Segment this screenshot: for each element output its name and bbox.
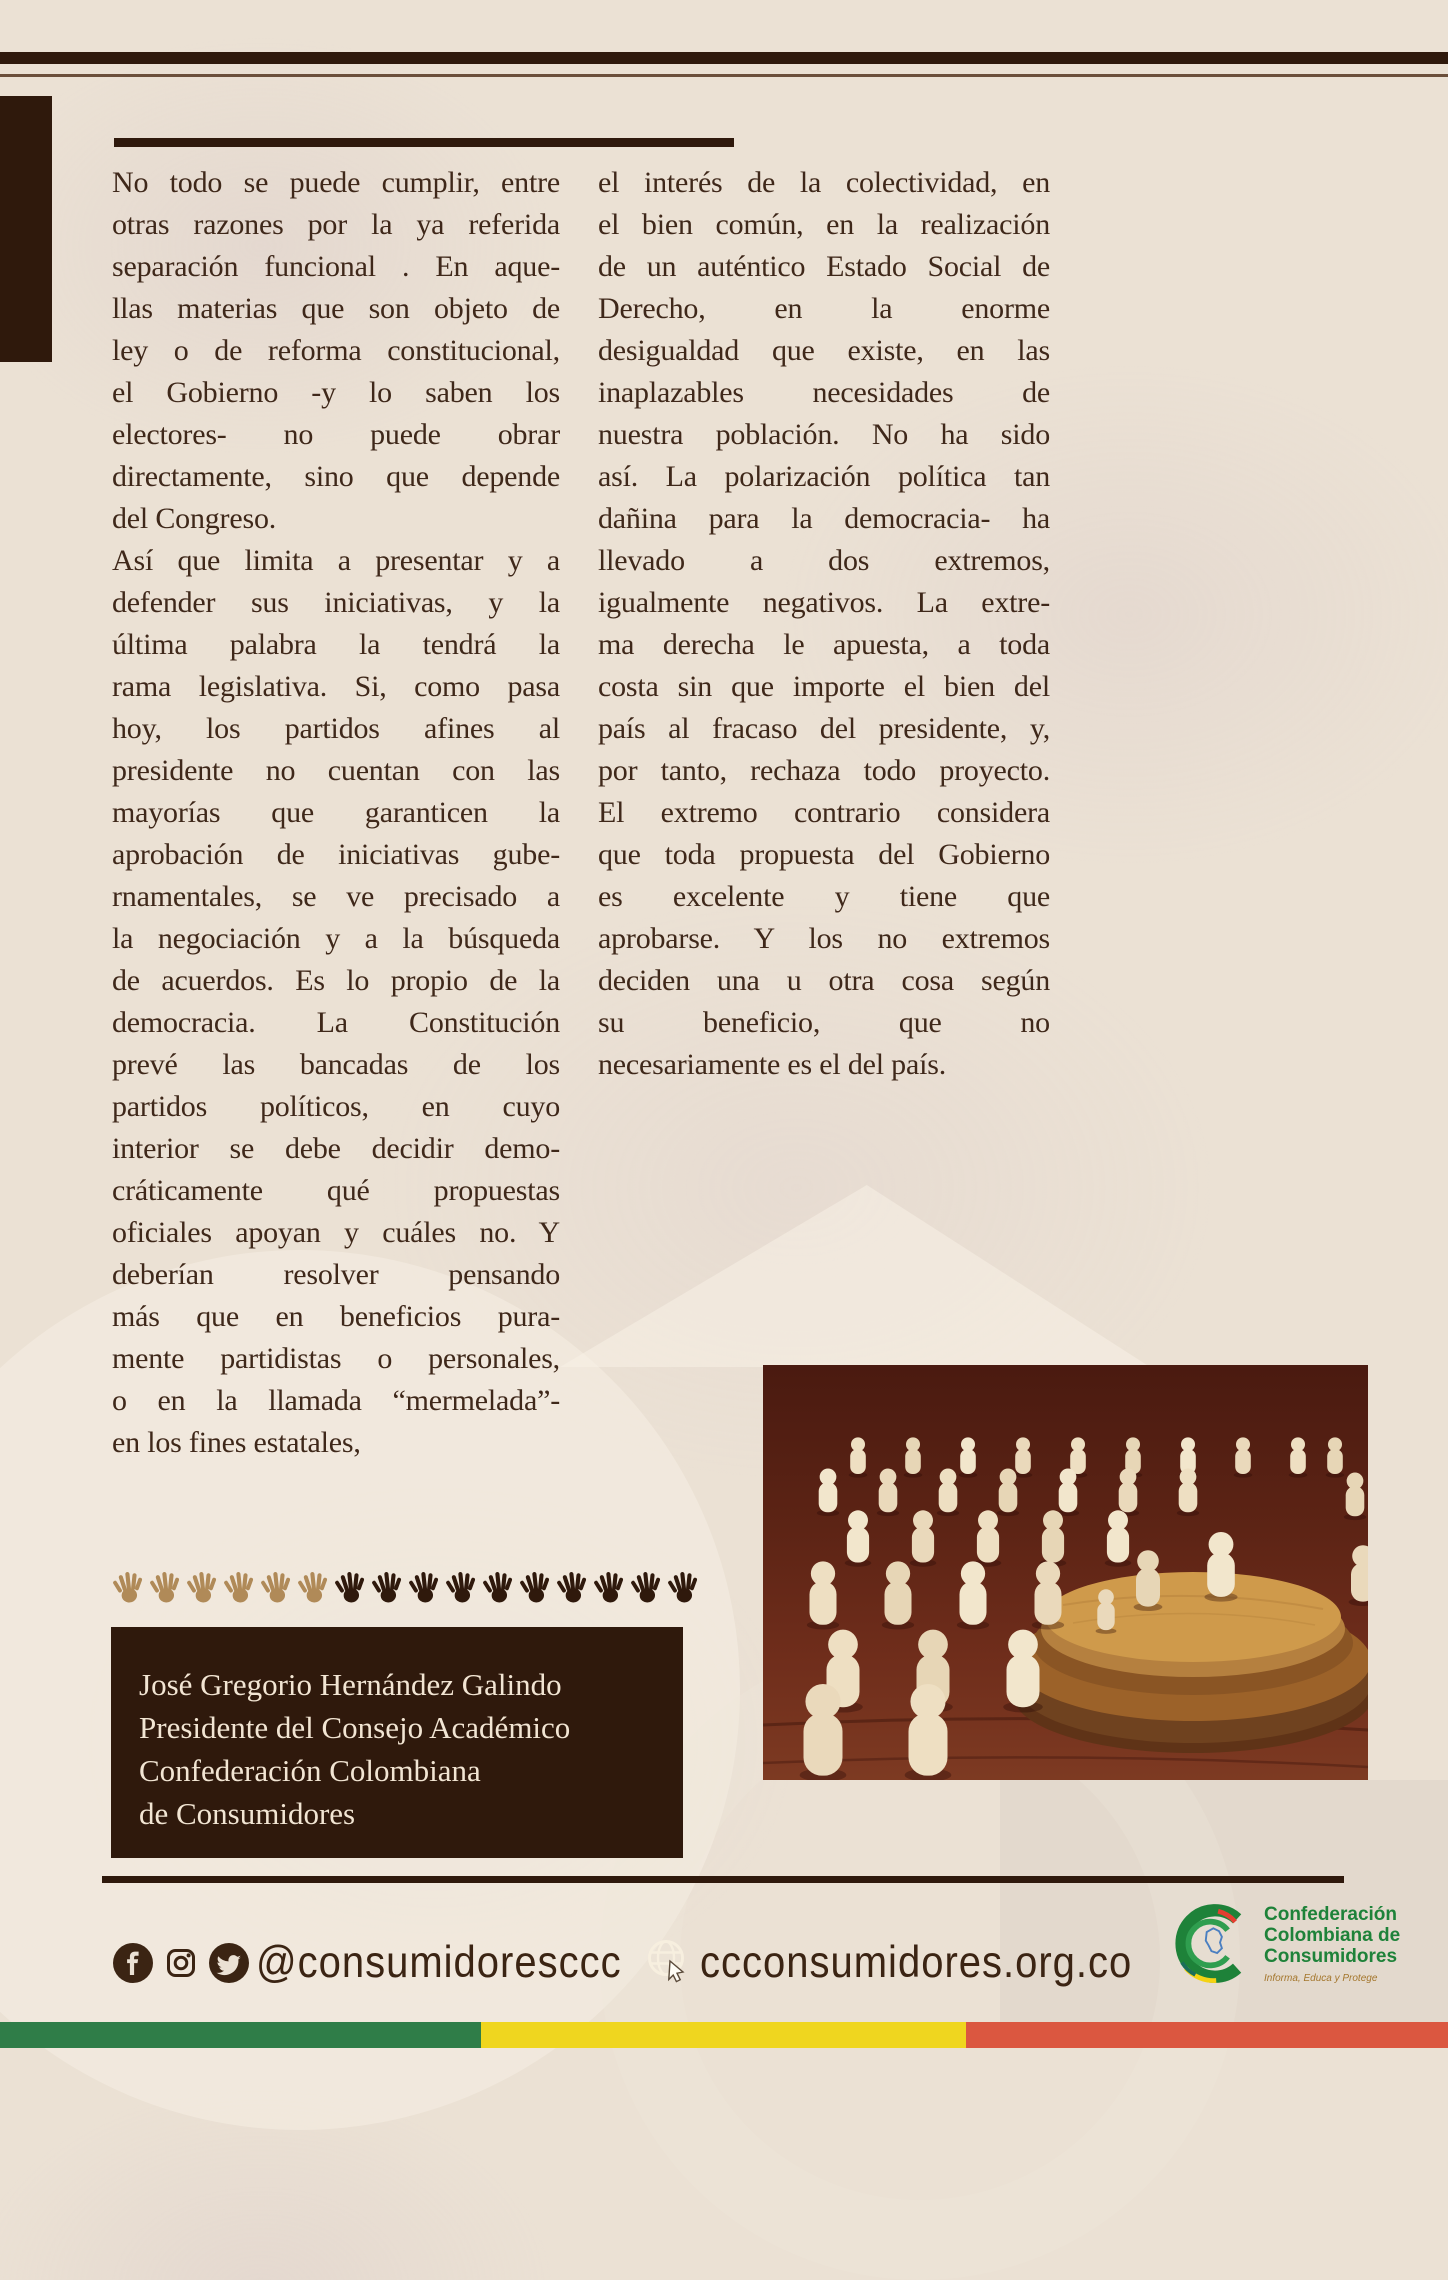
stripe-yellow <box>481 2022 966 2048</box>
logo-text <box>1264 1896 1400 1991</box>
text-line: otras razones por la ya referida <box>112 208 560 241</box>
text-line: hoy, los partidos afines al <box>112 712 560 745</box>
text-line: dañina para la democracia- ha <box>598 502 1050 535</box>
text-line: de acuerdos. Es lo propio de la <box>112 964 560 997</box>
logo-name-line: Confederación <box>1264 1904 1398 1925</box>
text-line: que toda propuesta del Gobierno <box>598 838 1050 871</box>
text-line: inaplazables necesidades de <box>598 376 1050 409</box>
logo-tagline: Informa, Educa y Protege <box>1264 1973 1378 1984</box>
text-line: José Gregorio Hernández Galindo <box>139 1667 562 1702</box>
text-line: del Congreso. <box>112 502 277 535</box>
text-line: presidente no cuentan con las <box>112 754 560 787</box>
instagram-icon[interactable] <box>160 1942 202 1984</box>
text-line: igualmente negativos. La extre- <box>598 586 1050 619</box>
text-line: Confederación Colombiana <box>139 1753 481 1788</box>
text-line: separación funcional . En aque- <box>112 250 560 283</box>
stripe-green <box>0 2022 481 2048</box>
text-line: cráticamente qué propuestas <box>112 1174 560 1207</box>
text-line: su beneficio, que no <box>598 1006 1050 1039</box>
podium <box>1013 1572 1368 1753</box>
peg-figures-photo <box>763 1365 1368 1780</box>
text-line: partidos políticos, en cuyo <box>112 1090 560 1123</box>
social-handle[interactable]: @consumidoresccc <box>256 1938 622 1988</box>
text-line: o en la llamada “mermelada”- <box>112 1384 560 1417</box>
handprint-icon <box>518 1569 551 1606</box>
text-line: No todo se puede cumplir, entre <box>112 166 560 199</box>
text-line: rama legislativa. Si, como pasa <box>112 670 560 703</box>
text-line: país al fracaso del presidente, y, <box>598 712 1050 745</box>
handprint-icon <box>222 1569 255 1606</box>
text-line: Presidente del Consejo Académico <box>139 1710 571 1745</box>
handprint-icon <box>666 1569 699 1606</box>
text-line: interior se debe decidir demo- <box>112 1132 560 1165</box>
text-line: aprobación de iniciativas gube- <box>112 838 560 871</box>
text-line: desigualdad que existe, en las <box>598 334 1050 367</box>
twitter-icon[interactable] <box>208 1942 250 1984</box>
handprint-icon <box>481 1569 514 1606</box>
handprints-divider <box>113 1570 698 1604</box>
globe-cursor-icon <box>641 1933 693 1985</box>
top-thin-rule <box>0 74 1448 77</box>
text-line: directamente, sino que depende <box>112 460 560 493</box>
text-line: ley o de reforma constitucional, <box>112 334 560 367</box>
website-url[interactable]: ccconsumidores.org.co <box>700 1938 1133 1988</box>
text-line: la negociación y a la búsqueda <box>112 922 560 955</box>
organization-logo <box>1163 1896 1400 1991</box>
text-line: en los fines estatales, <box>112 1426 361 1459</box>
text-line: Derecho, en la enorme <box>598 292 1050 325</box>
text-line: de un auténtico Estado Social de <box>598 250 1050 283</box>
text-line: ma derecha le apuesta, a toda <box>598 628 1050 661</box>
text-line: deciden una u otra cosa según <box>598 964 1050 997</box>
text-line: última palabra la tendrá la <box>112 628 560 661</box>
handprint-icon <box>629 1569 662 1606</box>
peg-figures-photo-svg <box>763 1365 1368 1780</box>
text-line: mente partidistas o personales, <box>112 1342 560 1375</box>
text-line: deberían resolver pensando <box>112 1258 560 1291</box>
handprint-icon <box>407 1569 440 1606</box>
stripe-red <box>966 2022 1448 2048</box>
handprint-icon <box>370 1569 403 1606</box>
handprint-icon <box>592 1569 625 1606</box>
top-thick-rule <box>0 52 1448 64</box>
text-line: oficiales apoyan y cuáles no. Y <box>112 1216 560 1249</box>
facebook-icon[interactable] <box>112 1942 154 1984</box>
text-line: Así que limita a presentar y a <box>112 544 560 577</box>
handprint-icon <box>333 1569 366 1606</box>
handprint-icon <box>296 1569 329 1606</box>
handprint-icon <box>555 1569 588 1606</box>
paper-facet <box>560 1185 1150 1367</box>
handprint-icon <box>259 1569 292 1606</box>
text-line: así. La polarización política tan <box>598 460 1050 493</box>
text-line: más que en beneficios pura- <box>112 1300 560 1333</box>
text-line: llevado a dos extremos, <box>598 544 1050 577</box>
article-right-column <box>598 162 1050 1086</box>
left-edge-bar <box>0 96 52 362</box>
text-line: de Consumidores <box>139 1796 356 1831</box>
text-line: nuestra población. No ha sido <box>598 418 1050 451</box>
author-attribution-box <box>111 1627 683 1858</box>
text-line: El extremo contrario considera <box>598 796 1050 829</box>
text-line: el interés de la colectividad, en <box>598 166 1050 199</box>
footer-rule <box>102 1876 1344 1883</box>
bottom-color-stripes <box>0 2022 1448 2048</box>
text-line: costa sin que importe el bien del <box>598 670 1050 703</box>
logo-c-icon <box>1163 1896 1258 1991</box>
handprint-icon <box>185 1569 218 1606</box>
text-line: electores- no puede obrar <box>112 418 560 451</box>
handprint-icon <box>111 1569 144 1606</box>
text-line: prevé las bancadas de los <box>112 1048 560 1081</box>
text-line: es excelente y tiene que <box>598 880 1050 913</box>
text-line: democracia. La Constitución <box>112 1006 560 1039</box>
text-line: rnamentales, se ve precisado a <box>112 880 560 913</box>
logo-name-line: Consumidores <box>1264 1946 1398 1967</box>
text-line: necesariamente es el del país. <box>598 1048 946 1081</box>
text-line: mayorías que garanticen la <box>112 796 560 829</box>
column-header-rule <box>114 138 734 147</box>
social-icons <box>112 1942 250 1984</box>
text-line: el bien común, en la realización <box>598 208 1050 241</box>
text-line: aprobarse. Y los no extremos <box>598 922 1050 955</box>
handprint-icon <box>148 1569 181 1606</box>
article-left-column <box>112 162 560 1464</box>
handprint-icon <box>444 1569 477 1606</box>
text-line: el Gobierno -y lo saben los <box>112 376 560 409</box>
text-line: por tanto, rechaza todo proyecto. <box>598 754 1050 787</box>
text-line: llas materias que son objeto de <box>112 292 560 325</box>
logo-name-line: Colombiana de <box>1264 1925 1401 1946</box>
text-line: defender sus iniciativas, y la <box>112 586 560 619</box>
